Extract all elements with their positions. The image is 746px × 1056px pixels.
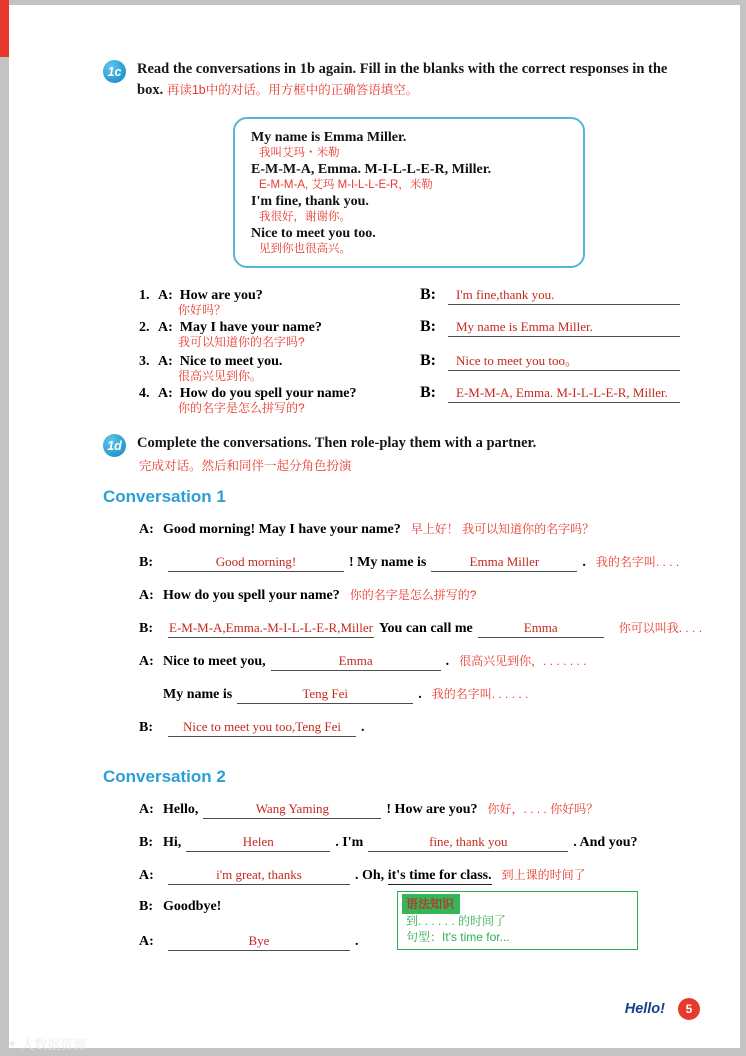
- speaker-a-label: A:: [158, 288, 173, 304]
- question-zh: 很高兴见到你。: [178, 369, 263, 384]
- question-left: [139, 353, 420, 383]
- line-zh: 我的名字叫. . . .: [595, 555, 680, 570]
- line-text: . And you?: [573, 835, 638, 851]
- answer-blank[interactable]: [448, 350, 680, 371]
- line-text: Hello,: [163, 802, 199, 818]
- question-right: [420, 318, 685, 337]
- questions-list: [139, 286, 710, 415]
- speaker-b-label: B:: [420, 318, 436, 336]
- page-number-badge: 5: [678, 998, 700, 1020]
- line-zh: 早上好！ 我可以知道你的名字吗？: [410, 522, 595, 537]
- answer-blank[interactable]: [448, 384, 680, 403]
- page-content: [9, 5, 740, 953]
- answer-blank[interactable]: [431, 553, 577, 572]
- line-text: How do you spell your name?: [163, 588, 340, 604]
- question-row: [139, 350, 710, 383]
- responses-box: [233, 117, 585, 268]
- exercise-1c-section: [103, 59, 710, 415]
- answer-text: Wang Yaming: [255, 801, 330, 817]
- conversation-line: [139, 685, 710, 706]
- speaker-label: A:: [139, 588, 154, 604]
- question-number: 1.: [139, 288, 150, 304]
- answer-blank[interactable]: [448, 286, 680, 305]
- speaker-label: B:: [139, 555, 153, 571]
- speaker-b-label: B:: [420, 352, 436, 370]
- question-text: How do you spell your name?: [179, 386, 357, 402]
- answer-text: Emma: [523, 620, 558, 636]
- box-response-en: Nice to meet you too.: [251, 226, 376, 242]
- box-response-zh: 我叫艾玛・米勒: [259, 147, 340, 160]
- line-zh: 很高兴见到你，. . . . . . .: [459, 654, 587, 669]
- line-text: . Oh,: [355, 868, 388, 884]
- question-left: [139, 319, 420, 349]
- conversation-line: [139, 520, 710, 541]
- conversation-line: [139, 652, 710, 673]
- line-text: .: [361, 720, 365, 736]
- answer-text: Teng Fei: [302, 686, 349, 702]
- answer-blank[interactable]: [237, 685, 413, 704]
- question-text: Nice to meet you.: [179, 354, 283, 370]
- speaker-label: A:: [139, 934, 154, 950]
- conversation-line: [139, 619, 710, 640]
- line-text: .: [355, 934, 359, 950]
- conversation-line: [139, 553, 710, 574]
- answer-text: Nice to meet you too,Teng Fei: [183, 719, 341, 735]
- grammar-note-box: [397, 891, 638, 950]
- line-text: ! How are you?: [386, 802, 478, 818]
- speaker-label: B:: [139, 720, 153, 736]
- speaker-label: B:: [139, 899, 153, 915]
- conversation-title: Conversation 1: [103, 487, 226, 507]
- speaker-label: A:: [139, 868, 154, 884]
- question-number: 4.: [139, 386, 150, 402]
- speaker-a-label: A:: [158, 320, 173, 336]
- conversation-line: [139, 833, 710, 854]
- answer-blank[interactable]: [168, 866, 350, 885]
- line-zh: 到上课的时间了: [501, 868, 586, 883]
- question-line: [139, 385, 420, 402]
- line-zh: 你的名字是怎么拼写的?: [349, 588, 477, 603]
- exercise-1d-header: [103, 433, 710, 474]
- grammar-note-title: 语法知识: [402, 894, 460, 914]
- question-zh: 你的名字是怎么拼写的?: [178, 401, 305, 416]
- exercise-1d-instruction-zh: 完成对话。然后和同伴一起分角色扮演: [139, 459, 352, 474]
- line-text: .: [582, 555, 586, 571]
- page-footer: [625, 998, 700, 1020]
- line-zh: 你好，. . . . 你好吗？: [487, 802, 599, 817]
- question-right: [420, 286, 685, 305]
- line-text: ! My name is: [349, 555, 427, 571]
- line-text: Hi,: [163, 835, 182, 851]
- answer-text: Emma: [338, 653, 373, 669]
- exercise-1c-instruction-zh: 再读1b中的对话。用方框中的正确答语填空。: [166, 83, 419, 98]
- exercise-1c-instruction: [137, 59, 697, 101]
- watermark-text: 大数据资源: [21, 1037, 87, 1052]
- box-response-zh: 见到你也很高兴。: [259, 243, 351, 256]
- line-text: Nice to meet you,: [163, 654, 266, 670]
- box-response-zh: E-M-M-A, 艾玛 M-I-L-L-E-R，米勒: [259, 179, 433, 192]
- conversation-line: [139, 866, 710, 887]
- question-line: [139, 287, 420, 304]
- question-right: [420, 384, 685, 403]
- answer-text: Good morning!: [215, 554, 297, 570]
- answer-blank[interactable]: [168, 553, 344, 572]
- line-zh: 你可以叫我. . . .: [618, 621, 703, 636]
- unit-title: Hello!: [624, 1001, 665, 1017]
- grammar-note-line: 句型：It's time for...: [406, 929, 510, 944]
- box-response-zh: 我很好，谢谢你。: [259, 211, 351, 224]
- question-row: [139, 318, 710, 349]
- line-text: My name is: [163, 687, 233, 703]
- speaker-label: A:: [139, 522, 154, 538]
- speaker-label: A:: [139, 654, 154, 670]
- exercise-1c-badge: 1c: [103, 60, 126, 83]
- conversation-line: [139, 800, 710, 821]
- exercise-1d-section: [103, 433, 710, 953]
- answer-text: Bye: [248, 933, 270, 949]
- line-text: You can call me: [379, 621, 473, 637]
- exercise-1d-instruction-en: Complete the conversations. Then role-play them with a partner.: [137, 435, 537, 452]
- watermark-logo-icon: ✦: [7, 1036, 18, 1051]
- exercise-1d-badge: 1d: [103, 434, 126, 457]
- answer-blank[interactable]: [168, 932, 350, 951]
- question-number: 2.: [139, 320, 150, 336]
- question-line: [139, 319, 420, 336]
- line-text: .: [418, 687, 422, 703]
- question-zh: 我可以知道你的名字吗?: [178, 335, 305, 350]
- answer-text: E-M-M-A,Emma.-M-I-L-L-E-R,Miller: [169, 620, 373, 636]
- conversation-line: [139, 718, 710, 739]
- question-number: 3.: [139, 354, 150, 370]
- question-row: [139, 384, 710, 415]
- conversation-title: Conversation 2: [103, 767, 226, 787]
- answer-blank[interactable]: [168, 619, 374, 638]
- question-left: [139, 287, 420, 317]
- question-text: How are you?: [179, 288, 263, 304]
- answer-blank[interactable]: [368, 833, 568, 852]
- line-text: .: [445, 654, 450, 670]
- answer-blank[interactable]: [478, 619, 604, 638]
- answer-text: i'm great, thanks: [216, 867, 302, 883]
- question-text: May I have your name?: [179, 320, 322, 336]
- answer-text: My name is Emma Miller.: [456, 319, 593, 335]
- line-text: . I'm: [335, 835, 364, 851]
- exercise-1c-instruction-en: Read the conversations in 1b again. Fill in the blanks with the correct responses in the box.: [137, 61, 668, 99]
- answer-blank[interactable]: [186, 833, 330, 852]
- line-text: Good morning! May I have your name?: [163, 522, 401, 538]
- question-zh: 你好吗？: [178, 303, 227, 318]
- speaker-a-label: A:: [158, 354, 173, 370]
- answer-blank[interactable]: [271, 652, 441, 671]
- answer-text: Emma Miller: [469, 554, 540, 570]
- exercise-1d-instruction: [137, 433, 697, 474]
- question-right: [420, 350, 685, 371]
- speaker-a-label: A:: [158, 386, 173, 402]
- speaker-b-label: B:: [420, 384, 436, 402]
- answer-blank[interactable]: [203, 800, 381, 819]
- box-response-en: I'm fine, thank you.: [251, 194, 369, 210]
- grammar-note-line: 到. . . . . . 的时间了: [406, 914, 507, 928]
- conversation-lines: [139, 520, 710, 739]
- conversation-line: [139, 586, 710, 607]
- question-left: [139, 385, 420, 415]
- answer-text: Nice to meet you too。: [456, 353, 579, 369]
- answer-blank[interactable]: [168, 718, 356, 737]
- textbook-page: [9, 5, 740, 1048]
- line-zh: 我的名字叫. . . . . .: [431, 687, 529, 702]
- answer-text: fine, thank you: [429, 834, 508, 850]
- answer-text: I'm fine,thank you.: [456, 287, 555, 303]
- box-response-en: My name is Emma Miller.: [251, 130, 407, 146]
- speaker-label: B:: [139, 835, 153, 851]
- question-line: [139, 353, 420, 370]
- answer-text: E-M-M-A, Emma. M-I-L-L-E-R, Miller.: [456, 385, 668, 401]
- question-row: [139, 286, 710, 317]
- exercise-1c-header: [103, 59, 710, 101]
- answer-blank[interactable]: [448, 318, 680, 337]
- speaker-b-label: B:: [420, 286, 436, 304]
- box-response-en: E-M-M-A, Emma. M-I-L-L-E-R, Miller.: [251, 162, 492, 178]
- line-text-underlined: it's time for class.: [387, 868, 492, 884]
- speaker-label: B:: [139, 621, 153, 637]
- answer-text: Helen: [242, 834, 274, 850]
- line-text: Goodbye!: [163, 899, 222, 915]
- speaker-label: A:: [139, 802, 154, 818]
- conversation-1: [103, 487, 710, 739]
- watermark: [7, 1034, 86, 1053]
- page-edge-marker: [0, 0, 9, 57]
